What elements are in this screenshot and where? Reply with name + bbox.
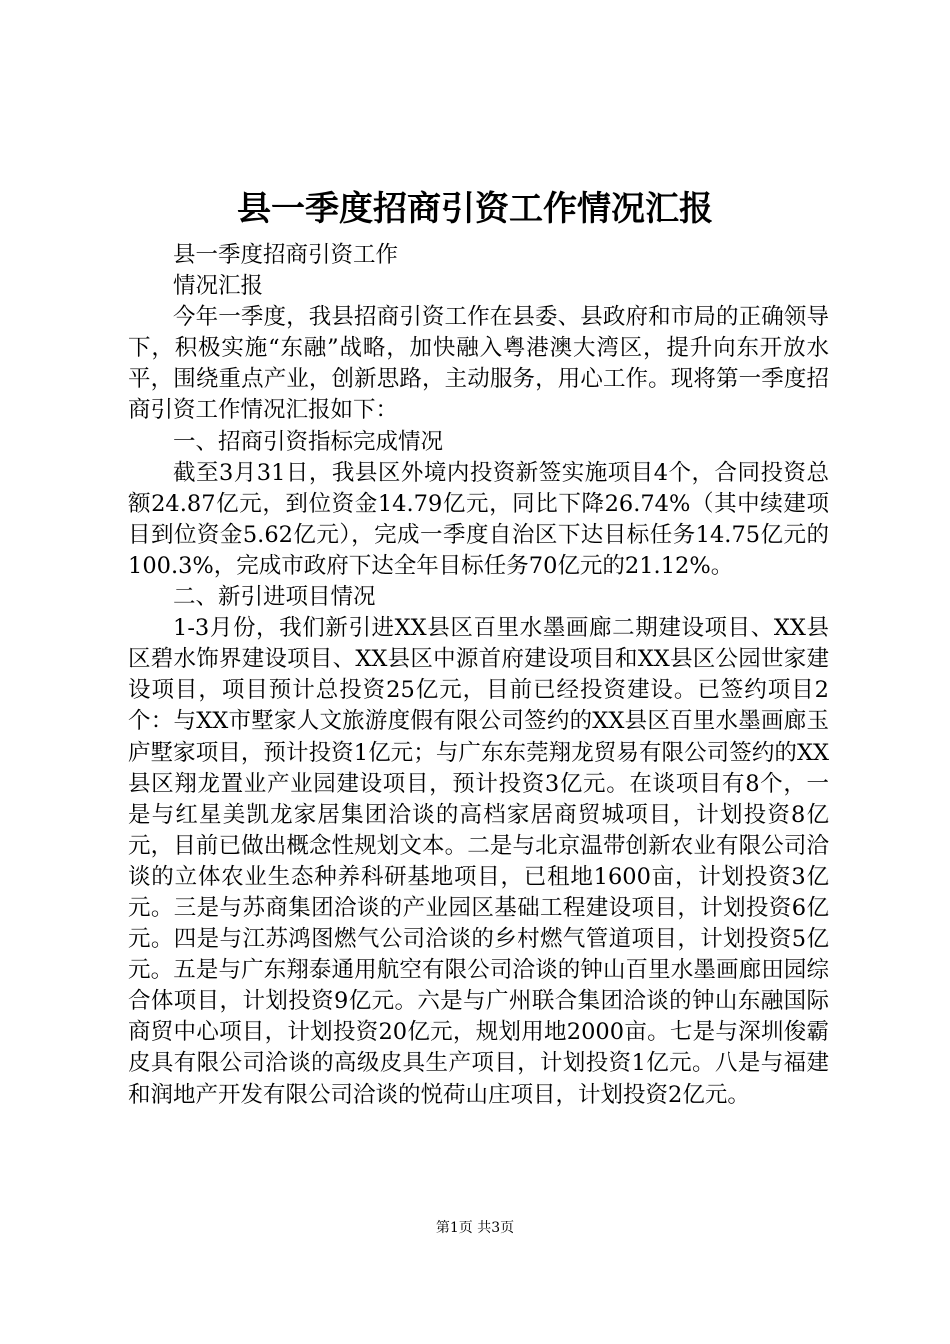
page-footer: 第1页 共3页	[435, 1220, 515, 1236]
intro-paragraph: 今年一季度，我县招商引资工作在县委、县政府和市局的正确领导下，积极实施“东融”战略，加快融入粤港澳大湾区，提升向东开放水平，围绕重点产业，创新思路，主动服务，用心工作。现将第一季度招商引资工作情况汇报如下：	[128, 304, 829, 424]
section-2-paragraph: 1-3月份，我们新引进XX县区百里水墨画廊二期建设项目、XX县区碧水饰界建设项目、XX县区中源首府建设项目和XX县区公园世家建设项目，项目预计总投资25亿元，目前已经投资建设。已签约项目2个：与XX市墅家人文旅游度假有限公司签约的XX县区百里水墨画廊玉庐墅家项目，预计投资1亿元；与广东东莞翔龙贸易有限公司签约的XX县区翔龙置业产业园建设项目，预计投资3亿元。在谈项目有8个，一是与红星美凯龙家居集团洽谈的高档家居商贸城项目，计划投资8亿元，目前已做出概念性规划文本。二是与北京温带创新农业有限公司洽谈的立体农业生态种养科研基地项目，已租地1600亩，计划投资3亿元。三是与苏商集团洽谈的产业园区基础工程建设项目，计划投资6亿元。四是与江苏鸿图燃气公司洽谈的乡村燃气管道项目，计划投资5亿元。五是与广东翔泰通用航空有限公司洽谈的钟山百里水墨画廊田园综合体项目，计划投资9亿元。六是与广州联合集团洽谈的钟山东融国际商贸中心项目，计划投资20亿元，规划用地2000亩。七是与深圳俊霸皮具有限公司洽谈的高级皮具生产项目，计划投资1亿元。八是与福建和润地产开发有限公司洽谈的悦荷山庄项目，计划投资2亿元。	[128, 615, 829, 1108]
section-heading-1: 一、招商引资指标完成情况	[173, 428, 444, 455]
section-heading-2: 二、新引进项目情况	[173, 584, 376, 611]
document-body	[128, 240, 829, 1111]
subtitle-line-1: 县一季度招商引资工作	[173, 242, 399, 268]
subtitle-line-2: 情况汇报	[173, 273, 264, 300]
document-title: 县一季度招商引资工作情况汇报	[237, 189, 713, 229]
section-1-paragraph: 截至3月31日，我县区外境内投资新签实施项目4个，合同投资总额24.87亿元，到位资金14.79亿元，同比下降26.74%（其中续建项目到位资金5.62亿元），完成一季度自治区下达目标任务14.75亿元的100.3%，完成市政府下达全年目标任务70亿元的21.12%。	[128, 459, 829, 579]
